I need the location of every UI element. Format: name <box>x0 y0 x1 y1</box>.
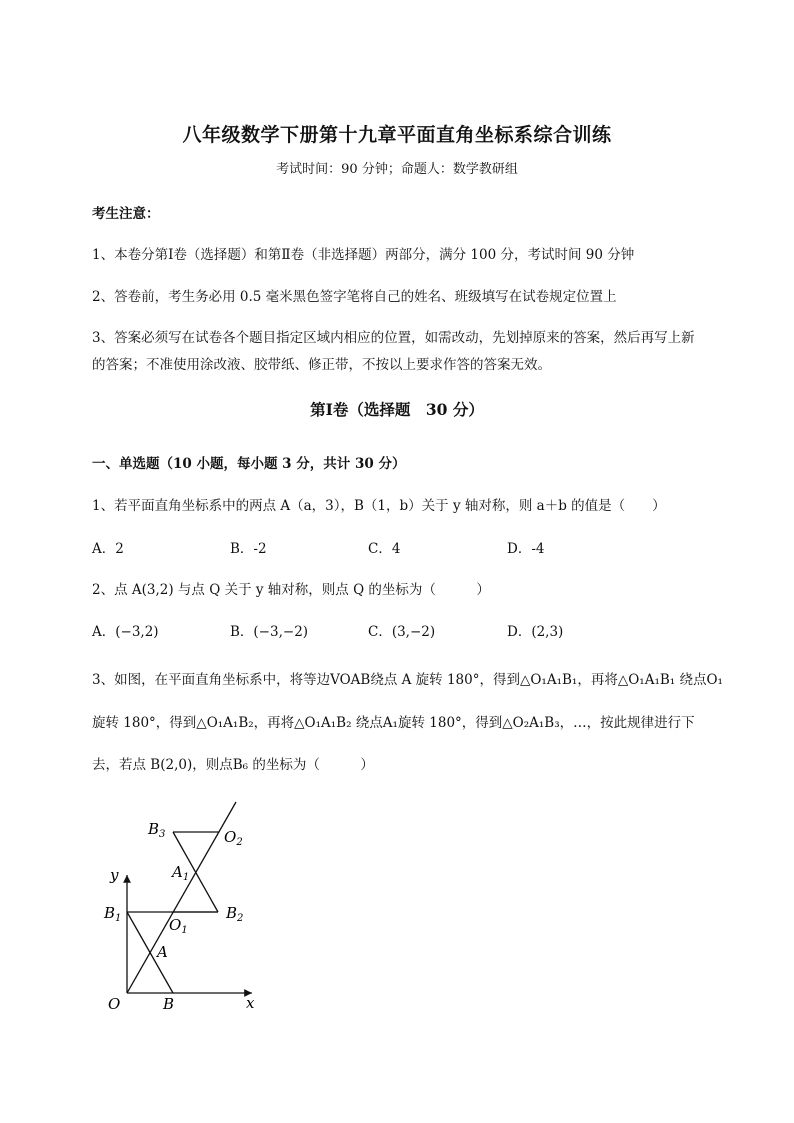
notice-heading: 考生注意： <box>92 206 160 222</box>
label-a: A <box>157 943 168 961</box>
label-y: y <box>110 866 119 884</box>
notice-item-3: 3、答案必须写在试卷各个题目指定区域内相应的位置，如需改动，先划掉原来的答案，然后再写上新 <box>92 330 695 346</box>
question-1-option-b: B．-2 <box>230 541 267 557</box>
question-3-figure <box>90 795 290 1025</box>
label-o1: $O_1$ <box>169 916 188 936</box>
question-3-stem-line-3: 去，若点 B(2,0)，则点B₆ 的坐标为（ ） <box>92 757 374 773</box>
notice-item-2: 2、答卷前，考生务必用 0.5 毫米黑色签字笔将自己的姓名、班级填写在试卷规定位置上 <box>92 289 617 305</box>
label-o2: $O_2$ <box>224 828 243 848</box>
label-b2: $B_2$ <box>226 904 244 924</box>
notice-item-1: 1、本卷分第Ⅰ卷（选择题）和第Ⅱ卷（非选择题）两部分，满分 100 分，考试时间 90 分钟 <box>92 247 635 263</box>
question-1-option-a: A．2 <box>92 541 124 557</box>
label-b1: $B_1$ <box>104 904 122 924</box>
label-b: B <box>163 995 175 1013</box>
question-2-stem: 2、点 A(3,2) 与点 Q 关于 y 轴对称，则点 Q 的坐标为（ ） <box>92 582 490 598</box>
notice-item-3-cont: 的答案；不准使用涂改液、胶带纸、修正带，不按以上要求作答的答案无效。 <box>92 357 551 373</box>
page-subtitle: 考试时间：90 分钟；命题人：数学教研组 <box>276 162 518 177</box>
question-1-stem: 1、若平面直角坐标系中的两点 A（a，3），B（1，b）关于 y 轴对称，则 a＋b 的值是（ ） <box>92 498 666 514</box>
question-2-option-b: B．(−3,−2) <box>230 624 309 640</box>
part-one-title: 一、单选题（10 小题，每小题 3 分，共计 30 分） <box>92 456 406 472</box>
label-x: x <box>246 994 255 1012</box>
question-1-option-c: C．4 <box>368 541 401 557</box>
question-3-stem-line-2: 旋转 180°，得到△O₁A₁B₂，再将△O₁A₁B₂ 绕点A₁旋转 180°，得到△O₂A₁B₃，…，按此规律进行下 <box>92 715 695 731</box>
question-2-option-d: D．(2,3) <box>507 624 564 640</box>
diagonal-line <box>127 802 236 993</box>
question-2-option-c: C．(3,−2) <box>368 624 436 640</box>
label-a1: $A_1$ <box>172 863 190 883</box>
question-3-stem-line-1: 3、如图，在平面直角坐标系中，将等边VOAB绕点 A 旋转 180°，得到△O₁A₁B₁，再将△O₁A₁B₁ 绕点O₁ <box>92 672 723 688</box>
section-title: 第Ⅰ卷（选择题 30 分） <box>310 400 484 419</box>
label-b3: $B_3$ <box>148 820 166 840</box>
question-1-option-d: D．-4 <box>507 541 545 557</box>
question-2-option-a: A．(−3,2) <box>92 624 159 640</box>
label-o: O <box>108 995 121 1013</box>
page-title: 八年级数学下册第十九章平面直角坐标系综合训练 <box>182 124 612 146</box>
